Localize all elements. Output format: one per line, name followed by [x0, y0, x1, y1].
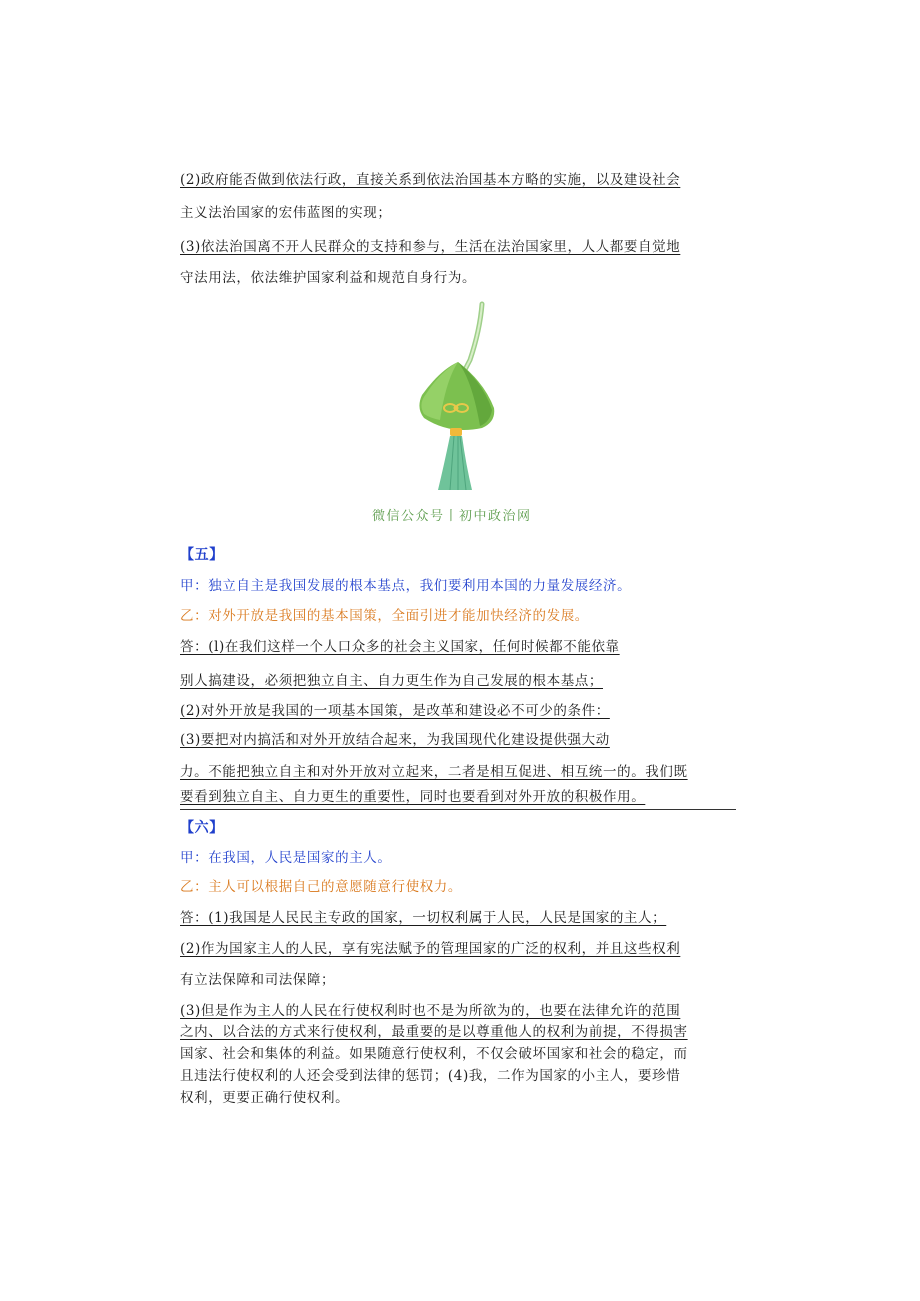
section-five-answer-3-line-3: 要看到独立自主、自力更生的重要性，同时也要看到对外开放的积极作用。 [180, 789, 646, 805]
section-five-heading: 【五】 [180, 547, 224, 563]
section-six-answer-1: 答：(1)我国是人民民主专政的国家，一切权利属于人民，人民是国家的主人； [180, 910, 667, 926]
section-six-answer-3-line-5: 权利，更要正确行使权利。 [180, 1090, 350, 1106]
section-five-answer-3-line-2: 力。不能把独立自主和对外开放对立起来，二者是相互促进、相互统一的。我们既 [180, 764, 688, 780]
zongzi-ornament-icon [410, 300, 500, 500]
image-caption: 微信公众号丨初中政治网 [372, 509, 532, 524]
section-five-answer-3-line-1: (3)要把对内搞活和对外开放结合起来，为我国现代化建设提供强大动 [180, 732, 610, 748]
paragraph-3-line-2: 守法用法，依法维护国家利益和规范自身行为。 [180, 270, 477, 286]
section-five-answer-1-line-1: 答：(l)在我们这样一个人口众多的社会主义国家，任何时候都不能依靠 [180, 639, 620, 655]
section-six-answer-3-line-2: 之内、以合法的方式来行使权利，最重要的是以尊重他人的权利为前提，不得损害 [180, 1024, 688, 1040]
section-six-statement-jia: 甲：在我国，人民是国家的主人。 [180, 850, 392, 866]
paragraph-2-line-1: (2)政府能否做到依法行政，直接关系到依法治国基本方略的实施，以及建设社会 [180, 172, 681, 188]
paragraph-3-line-1: (3)依法治国离不开人民群众的支持和参与，生活在法治国家里，人人都要自觉地 [180, 239, 681, 255]
section-six-answer-3-line-3: 国家、社会和集体的利益。如果随意行使权利，不仅会破坏国家和社会的稳定，而 [180, 1046, 688, 1062]
section-six-answer-3-line-1: (3)但是作为主人的人民在行使权利时也不是为所欲为的，也要在法律允许的范围 [180, 1003, 681, 1019]
section-six-heading: 【六】 [180, 820, 224, 836]
section-six-answer-3-line-4: 且违法行使权利的人还会受到法律的惩罚；(4)我，二作为国家的小主人，要珍惜 [180, 1068, 681, 1084]
paragraph-2-line-2: 主义法治国家的宏伟蓝图的实现； [180, 205, 392, 221]
section-six-statement-yi: 乙：主人可以根据自己的意愿随意行使权力。 [180, 879, 462, 895]
section-five-statement-yi: 乙：对外开放是我国的基本国策，全面引进才能加快经济的发展。 [180, 608, 589, 624]
section-five-answer-1-line-2: 别人搞建设，必须把独立自主、自力更生作为自己发展的根本基点； [180, 673, 603, 689]
section-five-answer-2: (2)对外开放是我国的一项基本国策，是改革和建设必不可少的条件： [180, 703, 610, 719]
section-six-answer-2-line-1: (2)作为国家主人的人民，享有宪法赋予的管理国家的广泛的权利，并且这些权利 [180, 941, 681, 957]
section-six-answer-2-line-2: 有立法保障和司法保障； [180, 972, 336, 988]
section-five-statement-jia: 甲：独立自主是我国发展的根本基点，我们要利用本国的力量发展经济。 [180, 578, 632, 594]
section-divider [180, 809, 736, 810]
